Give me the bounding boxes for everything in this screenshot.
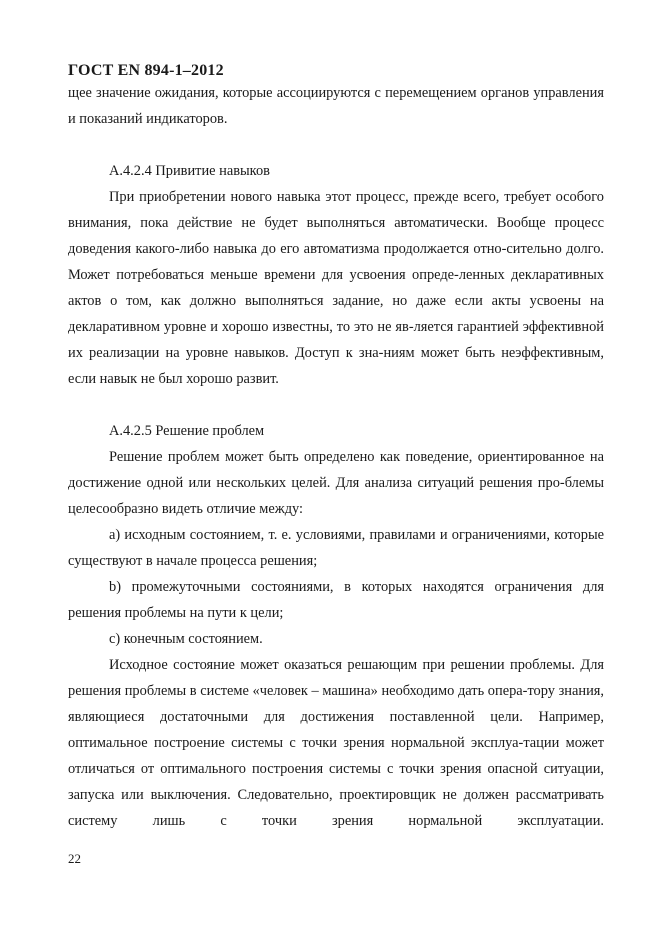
continued-paragraph: щее значение ожидания, которые ассоциируются с перемещением органов управления и показаний индикаторов. bbox=[68, 85, 604, 127]
paragraph-problem-solving: Решение проблем может быть определено как поведение, ориентированное на достижение одной или нескольких целей. Для анализа ситуаций решения про-блемы целесообразно видеть отличие между: bbox=[68, 449, 604, 517]
section-heading-problem-solving: А.4.2.5 Решение проблем bbox=[109, 423, 265, 439]
document-body bbox=[68, 80, 604, 834]
section-heading-skills: А.4.2.4 Привитие навыков bbox=[109, 163, 270, 179]
list-item-c: с) конечным состоянием. bbox=[109, 631, 263, 647]
paragraph-skills: При приобретении нового навыка этот процесс, прежде всего, требует особого внимания, пока действие не будет выполняться автоматически. Вообще процесс доведения какого-либо навыка до его автоматизма продолжается отно-сительно долго. Может потребоваться меньше времени для усвоения опреде-ленных декларативных актов о том, как должно выполняться задание, но даже если акты усвоены на декларативном уровне и хорошо известны, то это не яв-ляется гарантией эффективной их реализации на уровне навыков. Доступ к зна-ниям может быть неэффективным, если навык не был хорошо развит. bbox=[68, 189, 604, 387]
standard-header: ГОСТ EN 894-1–2012 bbox=[68, 62, 224, 79]
page-number: 22 bbox=[68, 851, 81, 866]
list-item-b: b) промежуточными состояниями, в которых находятся ограничения для решения проблемы на пути к цели; bbox=[68, 579, 604, 621]
paragraph-initial-state: Исходное состояние может оказаться решающим при решении проблемы. Для решения проблемы в системе «человек – машина» необходимо дать опера-тору знания, являющиеся достаточными для достижения поставленной цели. Например, оптимальное построение системы с точки зрения нормальной эксплуа-тации может отличаться от оптимального построения системы с точки зрения опасной ситуации, запуска или выключения. Следовательно, проектировщик не должен рассматривать систему лишь с точки зрения нормальной эксплуатации. bbox=[68, 657, 604, 829]
list-item-a: а) исходным состоянием, т. е. условиями, правилами и ограничениями, которые существуют в начале процесса решения; bbox=[68, 527, 604, 569]
